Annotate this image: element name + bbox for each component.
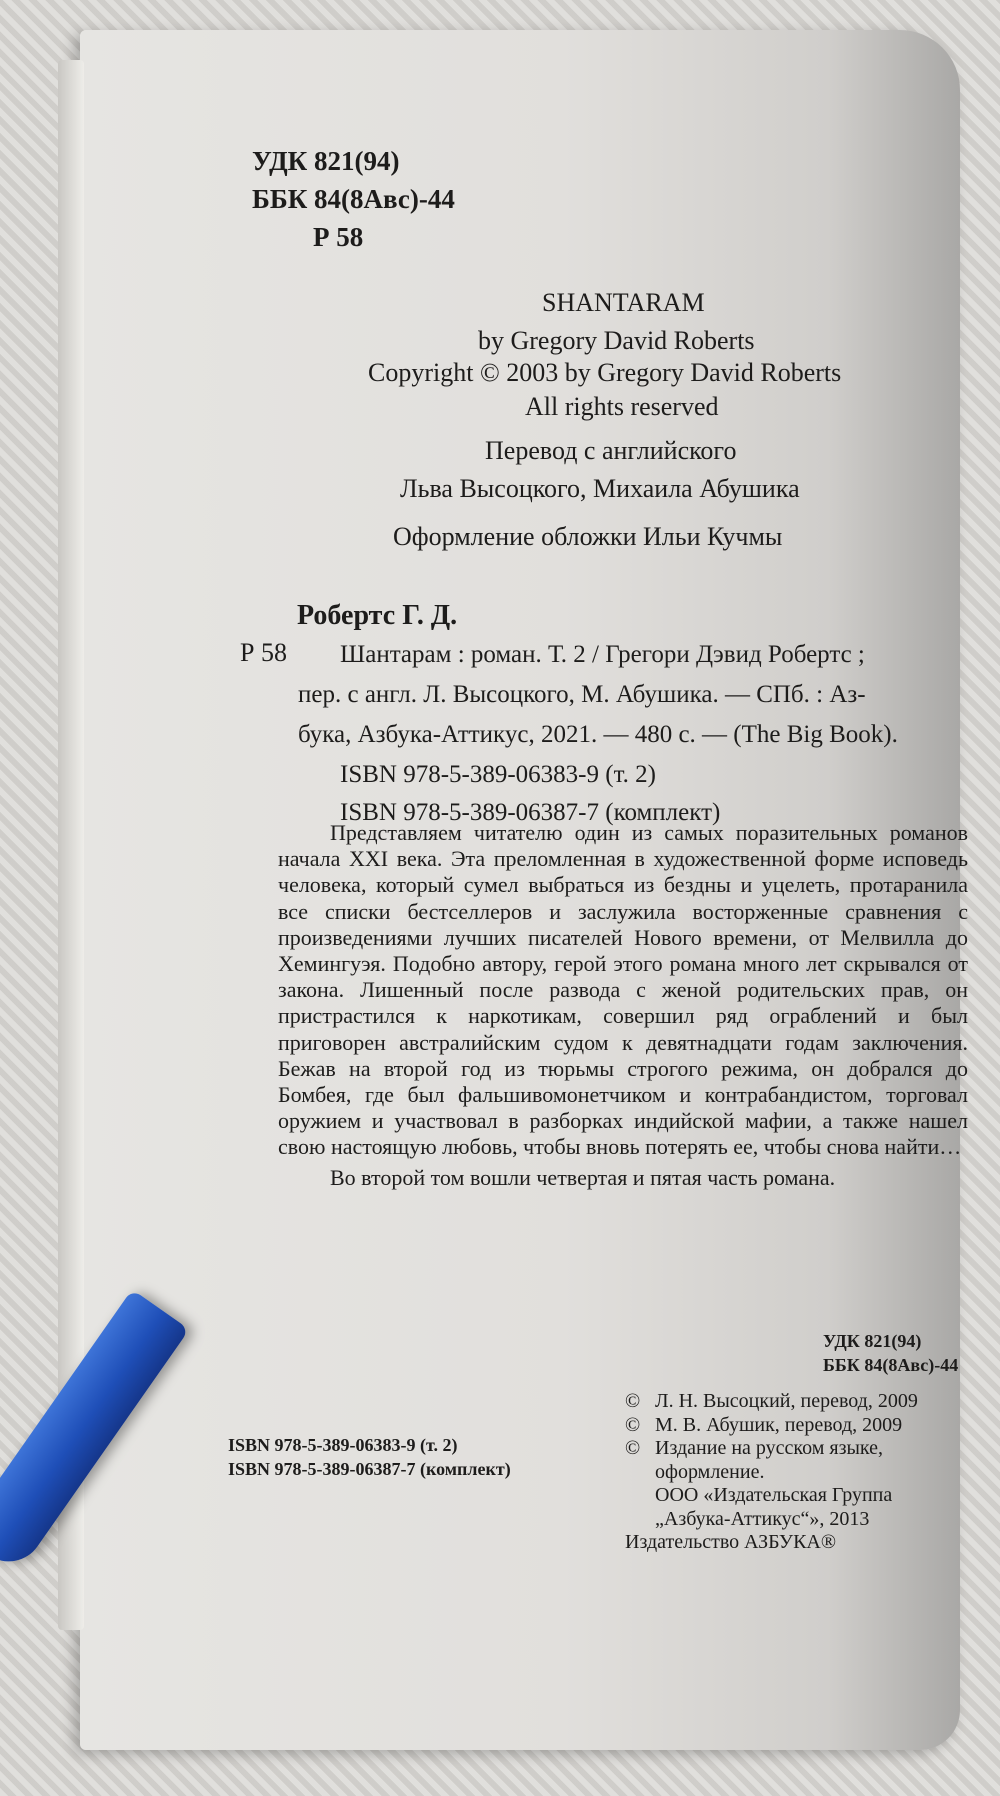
udk-code: УДК 821(94) (252, 146, 400, 176)
catalog-isbn-1: ISBN 978-5-389-06383-9 (т. 2) (340, 761, 656, 788)
catalog-author-heading: Робертс Г. Д. (297, 600, 458, 631)
book-author: by Gregory David Roberts (478, 326, 755, 355)
copyright-publisher-line-2: „Азбука-Аттикус“», 2013 (655, 1507, 870, 1530)
footer-bbk: ББК 84(8Авс)-44 (823, 1355, 959, 1375)
copyright-translator-2: М. В. Абушик, перевод, 2009 (655, 1413, 903, 1436)
copyright-design: оформление. (655, 1460, 765, 1483)
bottom-isbn-1: ISBN 978-5-389-06383-9 (т. 2) (228, 1435, 458, 1455)
catalog-isbn-2: ISBN 978-5-389-06387-7 (комплект) (340, 799, 721, 826)
copyright-translator-1: Л. Н. Высоцкий, перевод, 2009 (655, 1390, 918, 1412)
bottom-isbn-2: ISBN 978-5-389-06387-7 (комплект) (228, 1459, 511, 1479)
annotation-paragraph-1: Представляем читателю один из самых поразительных романов начала XXI века. Эта преломленная в художественной форме исповедь человека, который сумел выбраться из бездны и уцелеть, протаранила все списки бестселлеров и заслужила восторженные сравнения с произведениями лучших писателей Нового времени, от Мелвилла до Хемингуэя. Подобно автору, герой этого романа много лет скрывался от закона. Лишенный после развода с женой родительских прав, он пристрастился к наркотикам, совершил ряд ограблений и был приговорен австралийским судом к девятнадцати годам заключения. Бежав на второй год из тюрьмы строгого режима, он добрался до Бомбея, где был фальшивомонетчиком и контрабандистом, торговал оружием и участвовал в разборках индийской мафии, а также нашел свою настоящую любовь, чтобы вновь потерять ее, чтобы снова найти… (278, 820, 968, 1160)
copyright-line: Copyright © 2003 by Gregory David Roberts (368, 358, 842, 387)
catalog-code: Р 58 (240, 638, 287, 667)
copyright-publisher-line-1: ООО «Издательская Группа (655, 1484, 893, 1506)
catalog-line-2: пер. с англ. Л. Высоцкого, М. Абушика. — СПб. : Аз- (298, 681, 866, 708)
bbk-code: ББК 84(8Авс)-44 (252, 184, 455, 214)
copyright-publisher-name: Издательство АЗБУКА® (625, 1531, 837, 1553)
annotation-text (278, 820, 968, 1191)
cover-design-line: Оформление обложки Ильи Кучмы (393, 522, 783, 551)
catalog-line-3: бука, Азбука-Аттикус, 2021. — 480 с. — (The Big Book). (298, 721, 898, 748)
copyright-symbol: © (625, 1437, 641, 1459)
rights-line: All rights reserved (525, 392, 719, 421)
translation-label: Перевод с английского (485, 436, 737, 465)
copyright-notices (625, 1390, 945, 1555)
annotation-paragraph-2: Во второй том вошли четвертая и пятая часть романа. (330, 1164, 836, 1190)
footer-udk: УДК 821(94) (823, 1331, 922, 1351)
copyright-edition: Издание на русском языке, (655, 1437, 883, 1459)
translators-line: Льва Высоцкого, Михаила Абушика (400, 474, 800, 503)
copyright-symbol: © (625, 1413, 641, 1436)
author-code: Р 58 (313, 222, 364, 252)
catalog-line-1: Шантарам : роман. Т. 2 / Грегори Дэвид Робертс ; (340, 641, 865, 668)
copyright-symbol: © (625, 1390, 641, 1412)
book-title: SHANTARAM (542, 288, 705, 317)
